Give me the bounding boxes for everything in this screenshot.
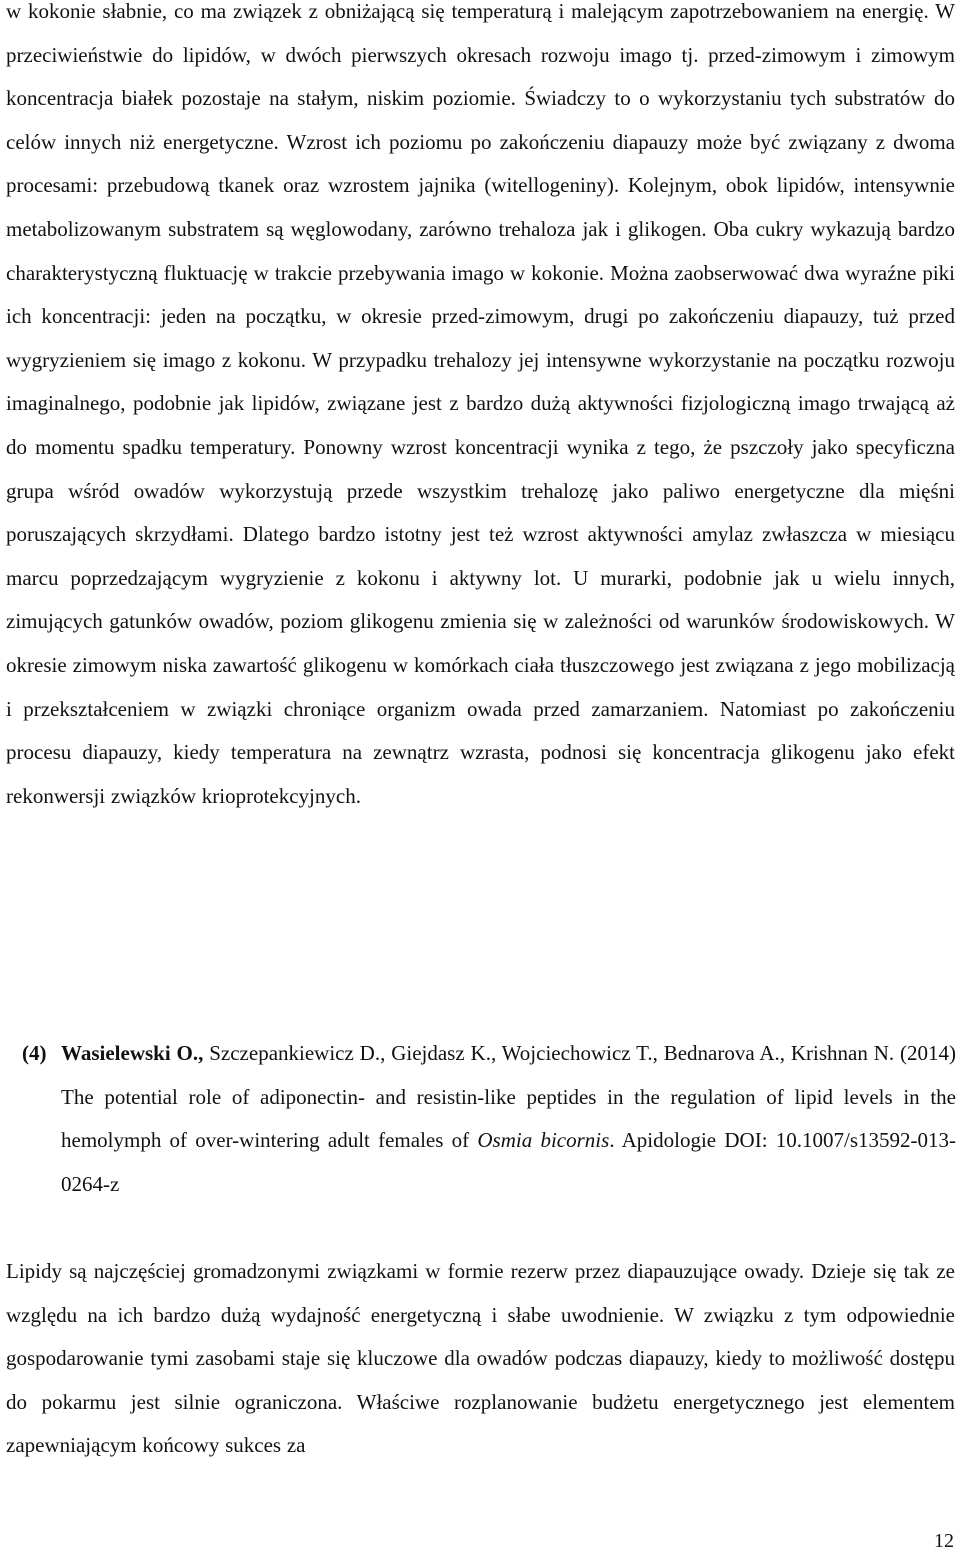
reference-species-name: Osmia bicornis xyxy=(477,1128,610,1153)
reference-entry xyxy=(22,1032,956,1206)
body-paragraph-lipids: Lipidy są najczęściej gromadzonymi związkami w formie rezerw przez diapauzujące owady. Dzieje się tak ze względu na ich bardzo dużą wydajność energetyczną i słabe uwodnienie. W związku z tym odpowiednie gospodarowanie tymi zasobami staje się kluczowe dla owadów podczas diapauzy, kiedy to możliwość dostępu do pokarmu jest silnie ograniczona. Właściwe rozplanowanie budżetu energetycznego jest elementem zapewniającym końcowy sukces za xyxy=(6,1259,955,1458)
reference-lead-author: Wasielewski O. xyxy=(61,1041,199,1065)
reference-lead-separator: , xyxy=(198,1041,204,1065)
body-paragraph-carbohydrates: w kokonie słabnie, co ma związek z obniżającą się temperaturą i malejącym zapotrzebowaniem na energię. W przeciwieństwie do lipidów, w dwóch pierwszych okresach rozwoju imago tj. przed-zimowym i zimowym koncentracja białek pozostaje na stałym, niskim poziomie. Świadczy to o wykorzystaniu tych substratów do celów innych niż energetyczne. Wzrost ich poziomu po zakończeniu diapauzy może być związany z dwoma procesami: przebudową tkanek oraz wzrostem jajnika (witellogeniny). Kolejnym, obok lipidów, intensywnie metabolizowanym substratem są węglowodany, zarówno trehaloza jak i glikogen. Oba cukry wykazują bardzo charakterystyczną fluktuację w trakcie przebywania imago w kokonie. Można zaobserwować dwa wyraźne piki ich koncentracji: jeden na początku, w okresie przed-zimowym, drugi po zakończeniu diapauzy, tuż przed wygryzieniem się imago z kokonu. W przypadku trehalozy jej intensywne wykorzystanie na początku rozwoju imaginalnego, podobnie jak lipidów, związane jest z bardzo dużą aktywności fizjologiczną imago trwającą aż do momentu spadku temperatury. Ponowny wzrost koncentracji wynika z tego, że pszczoły jako specyficzna grupa wśród owadów wykorzystują przede wszystkim trehalozę jako paliwo energetyczne dla mięśni poruszających skrzydłami. Dlatego bardzo istotny jest też wzrost aktywności amylaz zwłaszcza w miesiącu marcu poprzedzającym wygryzienie z kokonu i aktywny lot. U murarki, podobnie jak u wielu innych, zimujących gatunków owadów, poziom glikogenu zmienia się w zależności od warunków środowiskowych. W okresie zimowym niska zawartość glikogenu w komórkach ciała tłuszczowego jest związana z jego mobilizacją i przekształceniem w związki chroniące organizm owada przed zamarzaniem. Natomiast po zakończeniu procesu diapauzy, kiedy temperatura na zewnątrz wzrasta, podnosi się koncentracja glikogenu jako efekt rekonwersji związków krioprotekcyjnych. xyxy=(6,0,955,808)
reference-journal-doi: . Apidologie DOI: 10.1007/s13592-013-0264-z xyxy=(61,1128,957,1196)
page-number: 12 xyxy=(934,1530,954,1552)
reference-number: (4) xyxy=(22,1041,47,1065)
reference-coauthors-title: Szczepankiewicz D., Giejdasz K., Wojciechowicz T., Bednarova A., Krishnan N. (2014) The potential role of adiponectin- and resistin-like peptides in the regulation of lipid levels in the hemolymph of over-wintering adult females of xyxy=(61,1041,956,1153)
reference-citation xyxy=(61,1032,956,1206)
